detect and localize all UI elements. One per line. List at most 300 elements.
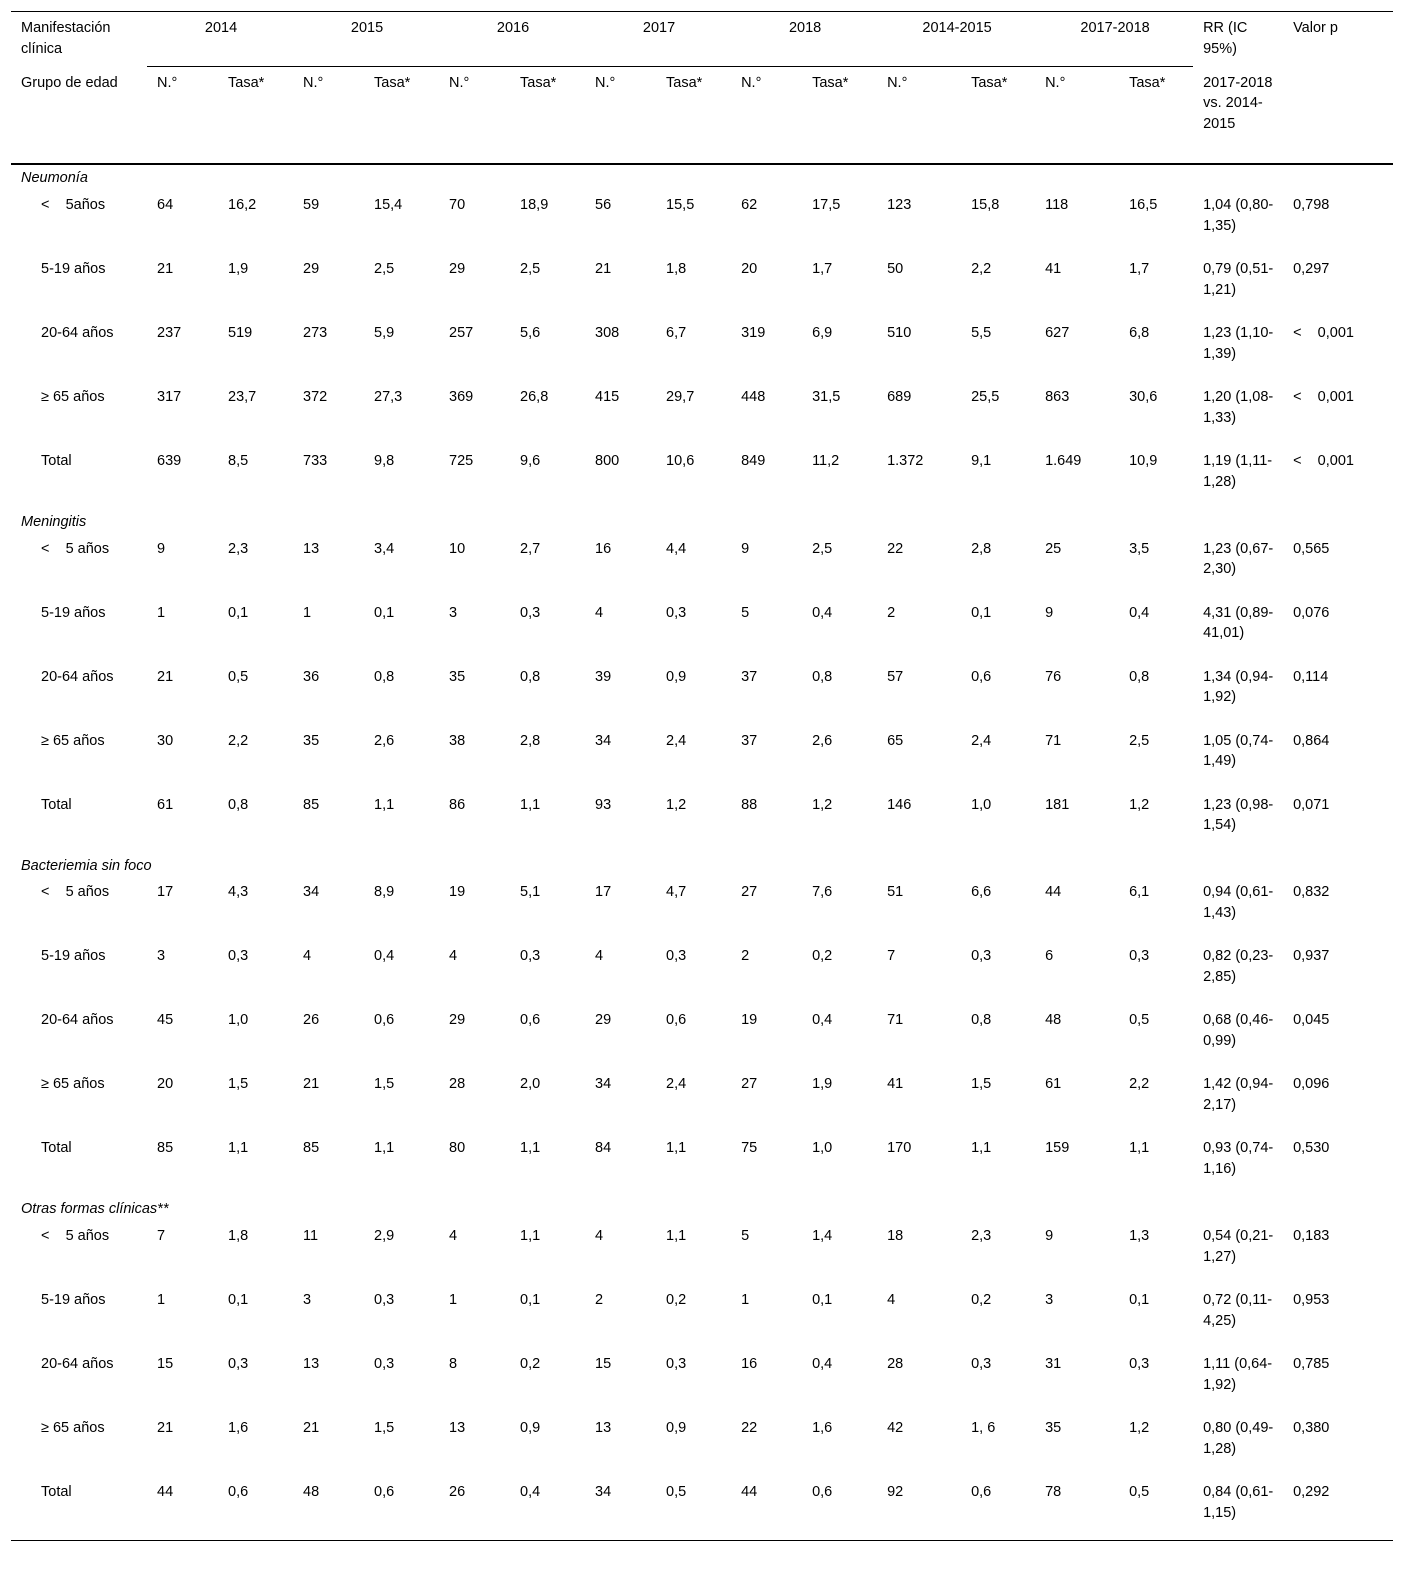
cell-tasa: 11,2 bbox=[812, 452, 840, 469]
cell-n: 170 bbox=[887, 1140, 912, 1157]
cell-n: 29 bbox=[303, 260, 320, 277]
cell-tasa: 2,8 bbox=[971, 540, 992, 557]
cell-tasa: 0,3 bbox=[971, 1356, 992, 1373]
cell-tasa: 0,1 bbox=[520, 1292, 541, 1309]
cell-rr: 1,42 (0,94-2,17) bbox=[1203, 1076, 1274, 1114]
header-n: N.° bbox=[293, 67, 364, 165]
cell-tasa: 0,8 bbox=[520, 668, 541, 685]
cell-rr: 0,84 (0,61-1,15) bbox=[1193, 1476, 1283, 1541]
cell-n: 17 bbox=[157, 884, 174, 901]
header-tasa: Tasa* bbox=[218, 67, 293, 165]
cell-tasa: 0,8 bbox=[374, 668, 395, 685]
cell-tasa: 0,6 bbox=[218, 1476, 293, 1541]
cell-n: 18 bbox=[887, 1228, 904, 1245]
cell-n: 19 bbox=[741, 1012, 758, 1029]
age-group-label: < 5 años bbox=[41, 884, 110, 901]
cell-tasa: 6,1 bbox=[1129, 884, 1150, 901]
cell-n: 4 bbox=[887, 1292, 896, 1309]
cell-tasa: 4,7 bbox=[666, 884, 687, 901]
cell-p-value: 0,864 bbox=[1293, 732, 1330, 749]
cell-tasa: 0,9 bbox=[666, 1420, 687, 1437]
cell-p-value: 0,953 bbox=[1293, 1292, 1330, 1309]
cell-tasa: 1,3 bbox=[1129, 1228, 1150, 1245]
cell-rr: 0,68 (0,46-0,99) bbox=[1203, 1012, 1274, 1050]
cell-n: 849 bbox=[741, 452, 766, 469]
cell-tasa: 0,1 bbox=[228, 1292, 249, 1309]
cell-n: 34 bbox=[595, 732, 612, 749]
age-group-label: < 5 años bbox=[41, 1228, 110, 1245]
table-row bbox=[11, 189, 1393, 253]
cell-rr: 0,82 (0,23-2,85) bbox=[1203, 948, 1274, 986]
cell-n: 3 bbox=[157, 948, 166, 965]
header-n: N.° bbox=[1035, 67, 1119, 165]
cell-n: 93 bbox=[595, 796, 612, 813]
cell-p-value: 0,530 bbox=[1293, 1140, 1330, 1157]
cell-n: 16 bbox=[595, 540, 612, 557]
table-row bbox=[11, 1004, 1393, 1068]
cell-n: 1 bbox=[157, 604, 166, 621]
cell-tasa: 0,5 bbox=[1129, 1012, 1150, 1029]
age-group-label: 5-19 años bbox=[41, 948, 106, 965]
cell-tasa: 0,1 bbox=[374, 604, 395, 621]
cell-n: 3 bbox=[449, 604, 458, 621]
cell-n: 56 bbox=[595, 196, 612, 213]
cell-tasa: 6,8 bbox=[1129, 324, 1150, 341]
cell-rr: 0,80 (0,49-1,28) bbox=[1203, 1420, 1274, 1457]
cell-n: 39 bbox=[595, 668, 612, 685]
cell-tasa: 0,8 bbox=[1129, 668, 1150, 685]
table-row bbox=[11, 381, 1393, 445]
table-row bbox=[11, 253, 1393, 317]
cell-tasa: 0,8 bbox=[228, 796, 249, 813]
cell-tasa: 0,6 bbox=[374, 1012, 395, 1029]
cell-n: 21 bbox=[303, 1076, 320, 1093]
cell-tasa: 1,9 bbox=[228, 260, 249, 277]
header-manifestacion: Manifestación clínica bbox=[11, 12, 147, 67]
cell-n: 71 bbox=[887, 1012, 904, 1029]
cell-tasa: 4,3 bbox=[228, 884, 249, 901]
age-group-label: ≥ 65 años bbox=[41, 732, 105, 749]
cell-n: 85 bbox=[157, 1140, 174, 1157]
header-tasa: Tasa* bbox=[1119, 67, 1193, 165]
cell-tasa: 0,1 bbox=[1129, 1292, 1150, 1309]
cell-tasa: 2,5 bbox=[812, 540, 833, 557]
cell-n: 9 bbox=[741, 540, 750, 557]
cell-tasa: 1,7 bbox=[812, 260, 833, 277]
header-year: 2017 bbox=[585, 12, 731, 67]
cell-tasa: 0,3 bbox=[1129, 948, 1150, 965]
cell-rr: 0,93 (0,74-1,16) bbox=[1203, 1140, 1274, 1178]
cell-n: 16 bbox=[741, 1356, 758, 1373]
cell-n: 26 bbox=[439, 1476, 510, 1541]
table-row bbox=[11, 1284, 1393, 1348]
cell-rr: 1,20 (1,08-1,33) bbox=[1203, 388, 1274, 426]
cell-tasa: 2,4 bbox=[971, 732, 992, 749]
cell-n: 48 bbox=[1045, 1012, 1062, 1029]
header-year: 2015 bbox=[293, 12, 439, 67]
cell-n: 21 bbox=[303, 1420, 320, 1437]
age-group-label: ≥ 65 años bbox=[41, 388, 105, 405]
cell-n: 181 bbox=[1045, 796, 1070, 813]
cell-n: 863 bbox=[1045, 388, 1070, 405]
cell-p-value: 0,114 bbox=[1293, 668, 1329, 685]
cell-n: 80 bbox=[449, 1140, 466, 1157]
group-row bbox=[11, 853, 1393, 877]
cell-n: 733 bbox=[303, 452, 328, 469]
cell-tasa: 0,2 bbox=[971, 1292, 992, 1309]
incidence-table bbox=[11, 11, 1393, 1541]
age-group-label: 5-19 años bbox=[41, 260, 106, 277]
cell-tasa: 10,9 bbox=[1129, 452, 1158, 469]
cell-tasa: 1,1 bbox=[374, 796, 395, 813]
cell-n: 10 bbox=[449, 540, 466, 557]
cell-n: 415 bbox=[595, 388, 620, 405]
header-valor-p: Valor p bbox=[1283, 12, 1393, 165]
cell-n: 237 bbox=[157, 324, 182, 341]
cell-n: 11 bbox=[303, 1228, 319, 1245]
table-row bbox=[11, 725, 1393, 789]
cell-tasa: 2,3 bbox=[971, 1228, 992, 1245]
cell-n: 1 bbox=[741, 1292, 750, 1309]
cell-n: 22 bbox=[887, 540, 904, 557]
cell-tasa: 0,9 bbox=[666, 668, 687, 685]
header-rr: RR (IC 95%) bbox=[1193, 12, 1283, 67]
header-n: N.° bbox=[147, 67, 218, 165]
cell-tasa: 1,6 bbox=[228, 1420, 249, 1437]
cell-p-value: 0,096 bbox=[1293, 1076, 1330, 1093]
cell-n: 5 bbox=[741, 604, 750, 621]
cell-n: 2 bbox=[741, 948, 750, 965]
cell-tasa: 0,8 bbox=[812, 668, 833, 685]
cell-n: 59 bbox=[303, 196, 320, 213]
cell-tasa: 0,4 bbox=[1129, 604, 1150, 621]
cell-tasa: 2,6 bbox=[374, 732, 395, 749]
cell-p-value: 0,798 bbox=[1293, 196, 1330, 213]
cell-tasa: 9,8 bbox=[374, 452, 395, 469]
cell-n: 13 bbox=[303, 540, 320, 557]
cell-tasa: 0,4 bbox=[510, 1476, 585, 1541]
cell-n: 29 bbox=[449, 1012, 466, 1029]
cell-n: 319 bbox=[741, 324, 766, 341]
header-year: 2016 bbox=[439, 12, 585, 67]
table-row bbox=[11, 445, 1393, 509]
header-year: 2014 bbox=[147, 12, 293, 67]
cell-n: 372 bbox=[303, 388, 328, 405]
cell-tasa: 2,9 bbox=[374, 1228, 395, 1245]
cell-n: 3 bbox=[303, 1292, 312, 1309]
header-tasa: Tasa* bbox=[961, 67, 1035, 165]
cell-rr: 1,11 (0,64-1,92) bbox=[1203, 1356, 1273, 1393]
cell-n: 29 bbox=[449, 260, 466, 277]
cell-p-value: 0,297 bbox=[1293, 260, 1330, 277]
cell-tasa: 0,5 bbox=[1119, 1476, 1193, 1541]
cell-p-value: 0,785 bbox=[1293, 1356, 1330, 1373]
group-title: Neumonía bbox=[21, 170, 88, 186]
cell-rr: 0,54 (0,21-1,27) bbox=[1203, 1228, 1274, 1265]
cell-tasa: 6,6 bbox=[971, 884, 992, 901]
cell-tasa: 2,3 bbox=[228, 540, 249, 557]
cell-n: 65 bbox=[887, 732, 904, 749]
table-row bbox=[11, 1412, 1393, 1476]
cell-tasa: 25,5 bbox=[971, 388, 1000, 405]
group-row bbox=[11, 509, 1393, 533]
cell-n: 7 bbox=[157, 1228, 166, 1245]
cell-tasa: 0,1 bbox=[812, 1292, 833, 1309]
cell-n: 57 bbox=[887, 668, 904, 685]
cell-n: 2 bbox=[595, 1292, 604, 1309]
cell-tasa: 3,5 bbox=[1129, 540, 1150, 557]
age-group-label: < 5 años bbox=[41, 540, 110, 557]
cell-n: 4 bbox=[595, 1228, 604, 1245]
cell-n: 2 bbox=[887, 604, 896, 621]
cell-tasa: 1,2 bbox=[812, 796, 833, 813]
cell-p-value: 0,565 bbox=[1293, 540, 1330, 557]
cell-n: 76 bbox=[1045, 668, 1062, 685]
cell-tasa: 15,8 bbox=[971, 196, 1000, 213]
cell-n: 36 bbox=[303, 668, 320, 685]
cell-n: 159 bbox=[1045, 1140, 1070, 1157]
cell-tasa: 1,7 bbox=[1129, 260, 1150, 277]
cell-tasa: 0,3 bbox=[520, 948, 541, 965]
group-row bbox=[11, 1196, 1393, 1220]
cell-rr: 0,94 (0,61-1,43) bbox=[1203, 884, 1274, 922]
cell-tasa: 0,4 bbox=[812, 1012, 833, 1029]
header-n: N.° bbox=[439, 67, 510, 165]
cell-tasa: 1,5 bbox=[374, 1076, 395, 1093]
cell-p-value: 0,045 bbox=[1293, 1012, 1330, 1029]
cell-tasa: 1,1 bbox=[1129, 1140, 1150, 1157]
cell-n: 627 bbox=[1045, 324, 1070, 341]
cell-n: 26 bbox=[303, 1012, 320, 1029]
age-group-label: 20-64 años bbox=[41, 668, 114, 685]
cell-tasa: 2,4 bbox=[666, 732, 687, 749]
cell-tasa: 0,5 bbox=[656, 1476, 731, 1541]
cell-tasa: 15,5 bbox=[666, 196, 695, 213]
cell-tasa: 23,7 bbox=[228, 388, 257, 405]
table-row bbox=[11, 789, 1393, 853]
header-rr-comparison: 2017-2018 vs. 2014-2015 bbox=[1193, 67, 1283, 165]
cell-tasa: 1,0 bbox=[228, 1012, 249, 1029]
cell-n: 61 bbox=[157, 796, 174, 813]
cell-n: 19 bbox=[449, 884, 466, 901]
cell-tasa: 26,8 bbox=[520, 388, 549, 405]
cell-tasa: 0,2 bbox=[812, 948, 833, 965]
cell-tasa: 31,5 bbox=[812, 388, 841, 405]
header-n: N.° bbox=[731, 67, 802, 165]
cell-tasa: 0,6 bbox=[961, 1476, 1035, 1541]
cell-tasa: 0,2 bbox=[520, 1356, 541, 1373]
table-row bbox=[11, 876, 1393, 940]
cell-p-value: 0,832 bbox=[1293, 884, 1330, 901]
cell-n: 725 bbox=[449, 452, 474, 469]
table-row bbox=[11, 1220, 1393, 1284]
cell-n: 27 bbox=[741, 884, 758, 901]
cell-tasa: 0,4 bbox=[812, 1356, 833, 1373]
cell-rr: 1,23 (0,98-1,54) bbox=[1203, 796, 1274, 834]
cell-n: 29 bbox=[595, 1012, 612, 1029]
cell-tasa: 0,3 bbox=[666, 1356, 687, 1373]
age-group-label: ≥ 65 años bbox=[41, 1076, 105, 1093]
cell-n: 1.372 bbox=[887, 452, 924, 469]
cell-tasa: 0,4 bbox=[374, 948, 395, 965]
cell-n: 50 bbox=[887, 260, 904, 277]
cell-n: 44 bbox=[1045, 884, 1062, 901]
table-row bbox=[11, 597, 1393, 661]
cell-tasa: 5,6 bbox=[520, 324, 541, 341]
cell-n: 85 bbox=[303, 1140, 320, 1157]
cell-tasa: 3,4 bbox=[374, 540, 395, 557]
cell-n: 17 bbox=[595, 884, 612, 901]
cell-tasa: 5,1 bbox=[520, 884, 541, 901]
cell-n: 800 bbox=[595, 452, 620, 469]
cell-tasa: 0,3 bbox=[228, 1356, 249, 1373]
cell-tasa: 0,3 bbox=[520, 604, 541, 621]
cell-tasa: 8,5 bbox=[228, 452, 249, 469]
cell-n: 62 bbox=[741, 196, 758, 213]
cell-n: 64 bbox=[157, 196, 174, 213]
cell-n: 13 bbox=[595, 1420, 612, 1437]
cell-tasa: 1,1 bbox=[374, 1140, 395, 1157]
cell-rr: 4,31 (0,89-41,01) bbox=[1203, 604, 1274, 642]
cell-p-value: 0,071 bbox=[1293, 796, 1330, 813]
cell-n: 9 bbox=[1045, 1228, 1054, 1245]
cell-rr: 1,23 (0,67-2,30) bbox=[1203, 540, 1274, 578]
cell-n: 123 bbox=[887, 196, 912, 213]
cell-rr: 0,79 (0,51-1,21) bbox=[1203, 260, 1274, 298]
cell-tasa: 1,5 bbox=[228, 1076, 249, 1093]
header-tasa: Tasa* bbox=[802, 67, 877, 165]
cell-n: 13 bbox=[449, 1420, 466, 1437]
header-year: 2014-2015 bbox=[877, 12, 1035, 67]
cell-n: 21 bbox=[157, 668, 174, 685]
cell-n: 15 bbox=[595, 1356, 612, 1373]
cell-tasa: 1, 6 bbox=[971, 1420, 996, 1437]
age-group-label: ≥ 65 años bbox=[41, 1420, 105, 1437]
age-group-label: 20-64 años bbox=[41, 1356, 114, 1373]
cell-n: 88 bbox=[741, 796, 758, 813]
cell-n: 41 bbox=[887, 1076, 904, 1093]
cell-tasa: 0,5 bbox=[228, 668, 249, 685]
cell-n: 4 bbox=[595, 604, 604, 621]
cell-p-value: < 0,001 bbox=[1293, 324, 1354, 341]
cell-n: 273 bbox=[303, 324, 328, 341]
cell-n: 92 bbox=[877, 1476, 961, 1541]
cell-tasa: 0,2 bbox=[666, 1292, 687, 1309]
cell-tasa: 1,2 bbox=[1129, 796, 1150, 813]
cell-tasa: 9,1 bbox=[971, 452, 992, 469]
cell-tasa: 2,5 bbox=[520, 260, 541, 277]
group-title: Meningitis bbox=[21, 513, 87, 530]
cell-tasa: 0,9 bbox=[520, 1420, 541, 1437]
cell-tasa: 1,1 bbox=[666, 1140, 687, 1157]
cell-n: 27 bbox=[741, 1076, 758, 1093]
cell-tasa: 1,0 bbox=[971, 796, 992, 813]
cell-tasa: 1,6 bbox=[812, 1420, 833, 1437]
cell-n: 86 bbox=[449, 796, 466, 813]
table-row bbox=[11, 1132, 1393, 1196]
cell-tasa: 1,1 bbox=[228, 1140, 249, 1157]
cell-n: 35 bbox=[303, 732, 320, 749]
cell-p-value: 0,937 bbox=[1293, 948, 1330, 965]
cell-n: 22 bbox=[741, 1420, 758, 1437]
cell-tasa: 1,9 bbox=[812, 1076, 833, 1093]
cell-tasa: 0,6 bbox=[802, 1476, 877, 1541]
cell-tasa: 2,0 bbox=[520, 1076, 541, 1093]
cell-tasa: 0,3 bbox=[374, 1356, 395, 1373]
age-group-label: 5-19 años bbox=[41, 1292, 106, 1309]
cell-tasa: 0,1 bbox=[971, 604, 992, 621]
cell-tasa: 1,2 bbox=[1129, 1420, 1150, 1437]
cell-n: 85 bbox=[303, 796, 320, 813]
cell-n: 4 bbox=[595, 948, 604, 965]
cell-n: 75 bbox=[741, 1140, 758, 1157]
cell-p-value: 0,183 bbox=[1293, 1228, 1330, 1245]
cell-tasa: 4,4 bbox=[666, 540, 687, 557]
cell-tasa: 16,2 bbox=[228, 196, 257, 213]
cell-n: 20 bbox=[741, 260, 758, 277]
cell-tasa: 8,9 bbox=[374, 884, 395, 901]
table-row bbox=[11, 1476, 1393, 1541]
cell-tasa: 519 bbox=[228, 324, 253, 341]
age-group-label: 20-64 años bbox=[41, 1012, 114, 1029]
cell-tasa: 0,3 bbox=[666, 604, 687, 621]
age-group-label: Total bbox=[41, 1140, 72, 1157]
cell-n: 689 bbox=[887, 388, 912, 405]
cell-tasa: 9,6 bbox=[520, 452, 541, 469]
cell-tasa: 6,9 bbox=[812, 324, 833, 341]
table-row bbox=[11, 1348, 1393, 1412]
table-row bbox=[11, 661, 1393, 725]
table-row bbox=[11, 940, 1393, 1004]
age-group-label: Total bbox=[41, 796, 72, 813]
cell-tasa: 1,5 bbox=[971, 1076, 992, 1093]
cell-n: 35 bbox=[1045, 1420, 1062, 1437]
header-tasa: Tasa* bbox=[510, 67, 585, 165]
cell-n: 369 bbox=[449, 388, 474, 405]
header-n: N.° bbox=[585, 67, 656, 165]
cell-n: 38 bbox=[449, 732, 466, 749]
cell-tasa: 2,7 bbox=[520, 540, 541, 557]
cell-tasa: 0,6 bbox=[971, 668, 992, 685]
cell-n: 510 bbox=[887, 324, 912, 341]
cell-n: 41 bbox=[1045, 260, 1062, 277]
cell-n: 44 bbox=[731, 1476, 802, 1541]
cell-p-value: 0,292 bbox=[1283, 1476, 1393, 1541]
cell-n: 30 bbox=[157, 732, 174, 749]
age-group-label: 20-64 años bbox=[41, 324, 114, 341]
cell-n: 45 bbox=[157, 1012, 174, 1029]
group-title: Bacteriemia sin foco bbox=[21, 857, 152, 874]
cell-n: 9 bbox=[157, 540, 166, 557]
cell-n: 448 bbox=[741, 388, 766, 405]
cell-n: 21 bbox=[157, 1420, 174, 1437]
cell-n: 1.649 bbox=[1045, 452, 1082, 469]
cell-tasa: 2,2 bbox=[1129, 1076, 1150, 1093]
cell-tasa: 6,7 bbox=[666, 324, 687, 341]
header-n: N.° bbox=[877, 67, 961, 165]
cell-tasa: 18,9 bbox=[520, 196, 549, 213]
cell-rr: 1,34 (0,94-1,92) bbox=[1203, 668, 1274, 706]
cell-n: 8 bbox=[449, 1356, 458, 1373]
cell-n: 51 bbox=[887, 884, 904, 901]
cell-n: 28 bbox=[887, 1356, 904, 1373]
table-row bbox=[11, 317, 1393, 381]
header-year: 2017-2018 bbox=[1035, 12, 1193, 67]
cell-tasa: 15,4 bbox=[374, 196, 403, 213]
group-title: Otras formas clínicas** bbox=[21, 1201, 169, 1218]
cell-tasa: 2,5 bbox=[1129, 732, 1150, 749]
cell-tasa: 0,3 bbox=[1129, 1356, 1150, 1373]
